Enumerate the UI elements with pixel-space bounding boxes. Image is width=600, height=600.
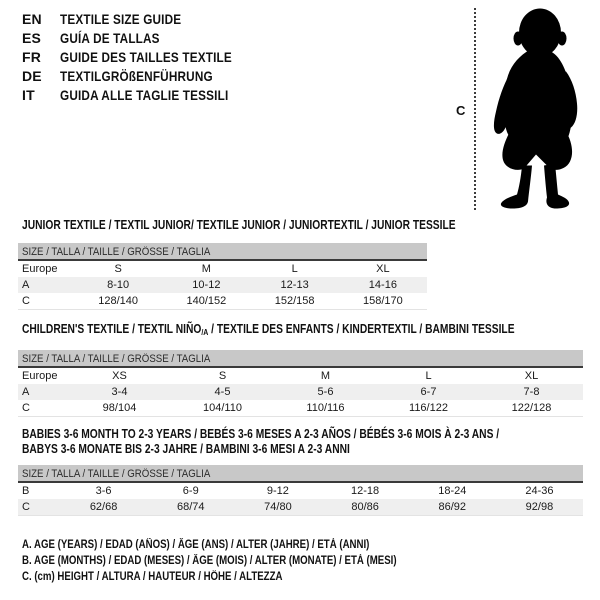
size-header-label: SIZE / TALLA / TAILLE / GRÖSSE / TAGLIA — [22, 353, 211, 365]
childrens-size-table — [18, 350, 583, 417]
table-row — [18, 384, 583, 400]
babies-section-title: BABIES 3-6 MONTH TO 2-3 YEARS / BEBÉS 3-6 MESES A 2-3 AÑOS / BÉBÉS 3-6 MOIS À 2-3 ANS / BABYS 3-6 MONATE BIS 2-3 JAHRE / BAMBINI 3-6 MESI A 2-3 ANNI — [22, 427, 500, 456]
cell: 122/128 — [511, 402, 552, 414]
lang-code: IT — [22, 87, 35, 103]
childrens-section-title: CHILDREN'S TEXTILE / TEXTIL NIÑO/A / TEXTILE DES ENFANTS / KINDERTEXTIL / BAMBINI TESSILE — [22, 322, 515, 337]
row-label: A — [22, 386, 30, 398]
cell: 158/170 — [362, 295, 403, 307]
lang-title: GUIDE DES TAILLES TEXTILE — [60, 49, 232, 65]
cell: 8-10 — [107, 279, 130, 291]
cell: 12-13 — [280, 279, 309, 291]
table-row — [18, 400, 583, 416]
legend-line-b: B. AGE (MONTHS) / EDAD (MESES) / ÂGE (MOIS) / ALTER (MONATE) / ETÀ (MESI) — [22, 555, 397, 567]
table-row — [18, 483, 583, 499]
height-dotted-line — [474, 8, 476, 210]
cell: M — [320, 370, 331, 382]
lang-row-fr — [22, 48, 265, 67]
legend-line-a: A. AGE (YEARS) / EDAD (AÑOS) / ÂGE (ANS) / ALTER (JAHRE) / ETÀ (ANNI) — [22, 539, 370, 551]
cell: S — [114, 263, 122, 275]
legend — [22, 537, 468, 585]
cell: 9-12 — [266, 485, 289, 497]
language-title-list — [22, 10, 265, 105]
lang-row-it — [22, 86, 265, 105]
lang-code: EN — [22, 11, 42, 27]
cell: M — [201, 263, 211, 275]
cell: 18-24 — [438, 485, 467, 497]
cell: XL — [524, 370, 539, 382]
cell: XL — [376, 263, 390, 275]
size-header-row — [18, 243, 427, 261]
cell: 3-6 — [95, 485, 112, 497]
lang-title: GUIDA ALLE TAGLIE TESSILI — [60, 87, 229, 103]
cell: 74/80 — [264, 501, 292, 513]
cell: 7-8 — [523, 386, 540, 398]
size-header-row — [18, 465, 583, 483]
cell: 10-12 — [192, 279, 221, 291]
cell: 86/92 — [438, 501, 467, 513]
row-label: C — [22, 402, 30, 414]
row-label: Europe — [22, 263, 58, 275]
cell: 104/110 — [203, 402, 242, 414]
cell: L — [425, 370, 432, 382]
row-label: A — [22, 279, 30, 291]
toddler-silhouette-image — [486, 5, 590, 212]
cell: 98/104 — [102, 402, 137, 414]
cell: S — [218, 370, 227, 382]
cell: 3-4 — [111, 386, 128, 398]
table-row — [18, 293, 427, 309]
lang-title: GUÍA DE TALLAS — [60, 30, 160, 46]
cell: 116/122 — [409, 402, 448, 414]
cell: 6-9 — [182, 485, 199, 497]
junior-size-table — [18, 243, 427, 310]
lang-row-de — [22, 67, 265, 86]
lang-title: TEXTILGRÖßENFÜHRUNG — [60, 68, 213, 84]
cell: 128/140 — [98, 295, 138, 307]
lang-title: TEXTILE SIZE GUIDE — [60, 11, 182, 27]
table-row — [18, 277, 427, 293]
subscript-a: /A — [201, 327, 209, 337]
lang-code: FR — [22, 49, 42, 65]
cell: 68/74 — [176, 501, 205, 513]
cell: 62/68 — [89, 501, 118, 513]
cell: 14-16 — [368, 279, 397, 291]
size-header-label: SIZE / TALLA / TAILLE / GRÖSSE / TAGLIA — [22, 246, 211, 258]
row-label: C — [22, 295, 30, 307]
table-row — [18, 499, 583, 515]
cell: 6-7 — [420, 386, 437, 398]
lang-code: DE — [22, 68, 42, 84]
size-header-row — [18, 350, 583, 368]
size-header-label: SIZE / TALLA / TAILLE / GRÖSSE / TAGLIA — [22, 468, 211, 480]
babies-size-table — [18, 465, 583, 516]
lang-code: ES — [22, 30, 42, 46]
row-label: C — [22, 501, 30, 513]
table-row — [18, 261, 427, 277]
cell: 12-18 — [351, 485, 380, 497]
cell: 24-36 — [525, 485, 554, 497]
cell: L — [291, 263, 298, 275]
legend-line-c: C. (cm) HEIGHT / ALTURA / HAUTEUR / HÖHE / ALTEZZA — [22, 571, 283, 583]
lang-row-en — [22, 10, 265, 29]
row-label: Europe — [22, 370, 58, 382]
cell: XS — [112, 370, 127, 382]
row-label: B — [22, 485, 30, 497]
cell: 92/98 — [525, 501, 554, 513]
cell: 80/86 — [351, 501, 379, 513]
lang-row-es — [22, 29, 265, 48]
cell: 4-5 — [214, 386, 231, 398]
height-c-label: C — [456, 103, 466, 118]
cell: 110/116 — [306, 402, 345, 414]
junior-section-title: JUNIOR TEXTILE / TEXTIL JUNIOR/ TEXTILE JUNIOR / JUNIORTEXTIL / JUNIOR TESSILE — [22, 218, 456, 232]
cell: 140/152 — [186, 295, 227, 307]
cell: 5-6 — [317, 386, 334, 398]
cell: 152/158 — [274, 295, 315, 307]
table-row — [18, 368, 583, 384]
